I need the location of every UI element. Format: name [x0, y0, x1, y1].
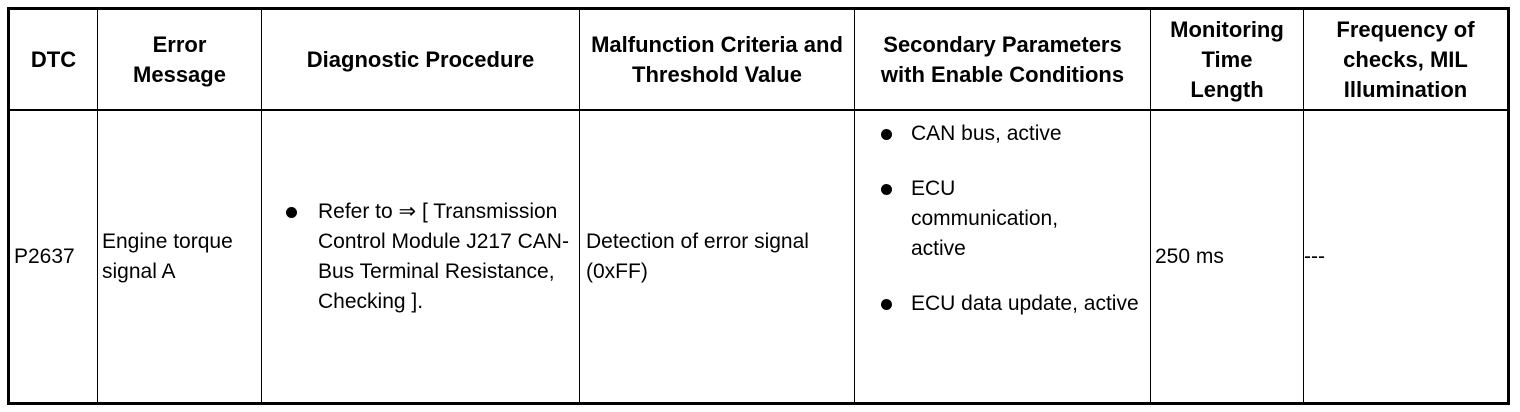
- parameter-item: [881, 119, 1144, 149]
- parameter-item: [881, 174, 1144, 264]
- header-diagnostic-procedure: Diagnostic Procedure: [262, 9, 580, 111]
- procedure-item: [286, 197, 573, 317]
- parameter-item: [881, 289, 1144, 319]
- header-malfunction-criteria: Malfunction Criteria and Threshold Value: [580, 9, 855, 111]
- parameter-text: ECU communication, active: [911, 177, 1059, 260]
- dtc-table: [7, 7, 1510, 405]
- header-error-message: Error Message: [98, 9, 262, 111]
- bullet-icon: [881, 299, 892, 310]
- cell-error-message: Engine torque signal A: [98, 110, 262, 404]
- parameter-text: CAN bus, active: [911, 122, 1062, 145]
- cell-monitoring-time: 250 ms: [1151, 110, 1304, 404]
- cell-dtc: P2637: [9, 110, 98, 404]
- cell-secondary-parameters: [855, 110, 1151, 404]
- cell-diagnostic-procedure: [262, 110, 580, 404]
- procedure-text: Refer to ⇒ [ Transmission Control Module J217 CAN-Bus Terminal Resistance, Checking ].: [318, 199, 569, 313]
- parameter-text: ECU data update, active: [911, 292, 1139, 315]
- header-monitoring-time: Monitoring Time Length: [1151, 9, 1304, 111]
- parameters-list: [855, 119, 1150, 319]
- bullet-icon: [881, 184, 892, 195]
- bullet-icon: [881, 129, 892, 140]
- cell-frequency: ---: [1304, 110, 1509, 404]
- header-dtc: DTC: [9, 9, 98, 111]
- bullet-icon: [286, 207, 297, 218]
- header-frequency: Frequency of checks, MIL Illumination: [1304, 9, 1509, 111]
- procedure-list: [262, 197, 579, 317]
- header-row: [9, 9, 1509, 111]
- cell-malfunction-criteria: Detection of error signal (0xFF): [580, 110, 855, 404]
- table-row: [9, 110, 1509, 404]
- header-secondary-parameters: Secondary Parameters with Enable Conditions: [855, 9, 1151, 111]
